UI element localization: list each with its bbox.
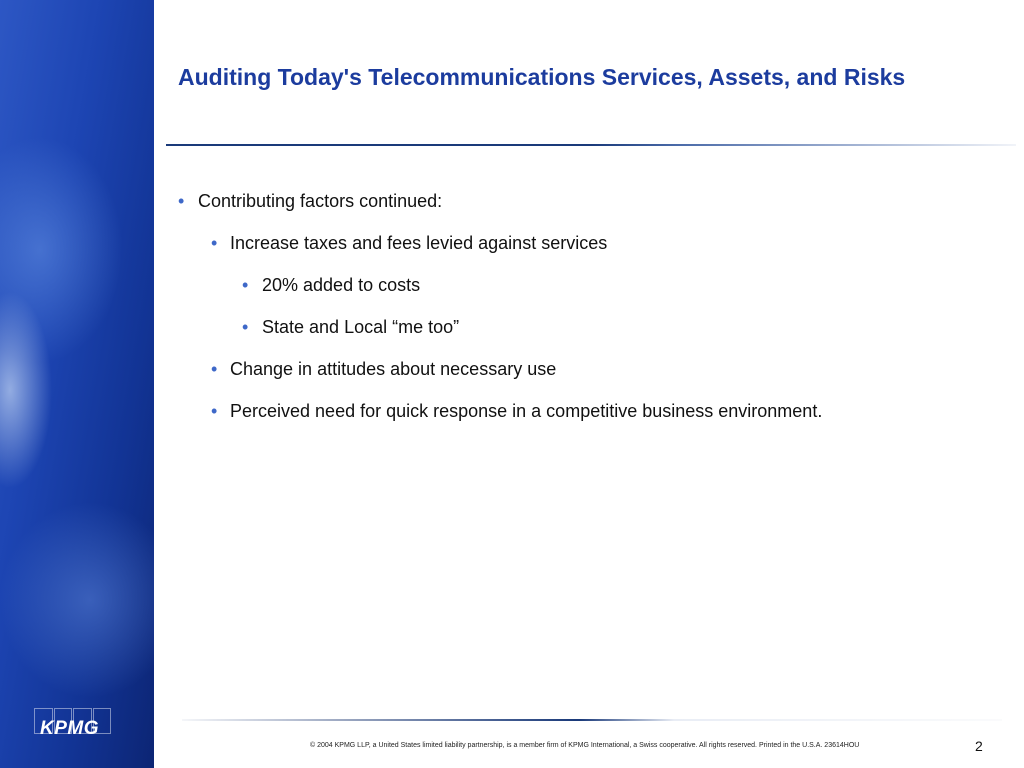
bullet-icon: • <box>211 401 218 421</box>
bullet-icon: • <box>242 275 249 295</box>
bullet-item <box>178 398 1008 440</box>
sidebar-panel <box>0 0 154 768</box>
bullet-icon: • <box>211 233 218 253</box>
bullet-icon: • <box>211 359 218 379</box>
bullet-item <box>178 272 1008 314</box>
bullet-item <box>178 314 1008 356</box>
bullet-text: Perceived need for quick response in a competitive business environment. <box>230 401 823 421</box>
slide-title: Auditing Today's Telecommunications Services, Assets, and Risks <box>178 64 906 90</box>
bullet-text: Change in attitudes about necessary use <box>230 359 557 379</box>
bullet-icon: • <box>178 191 185 211</box>
copyright-notice: © 2004 KPMG LLP, a United States limited liability partnership, is a member firm of KPMG International, a Swiss cooperative. All rights reserved. Printed in the U.S.A. 23614HOU <box>310 742 860 749</box>
bullet-text: State and Local “me too” <box>262 317 460 337</box>
kpmg-logo: KPMG <box>40 718 99 739</box>
bullet-item <box>178 230 1008 272</box>
bullet-item <box>178 188 1008 230</box>
footer-divider <box>182 719 1002 721</box>
bullet-item <box>178 356 1008 398</box>
bullet-text: Increase taxes and fees levied against services <box>230 233 608 253</box>
bullet-icon: • <box>242 317 249 337</box>
bullet-list <box>178 188 1008 440</box>
bullet-text: Contributing factors continued: <box>198 191 443 211</box>
bullet-text: 20% added to costs <box>262 275 421 295</box>
page-number: 2 <box>975 738 983 754</box>
title-divider <box>166 144 1016 146</box>
